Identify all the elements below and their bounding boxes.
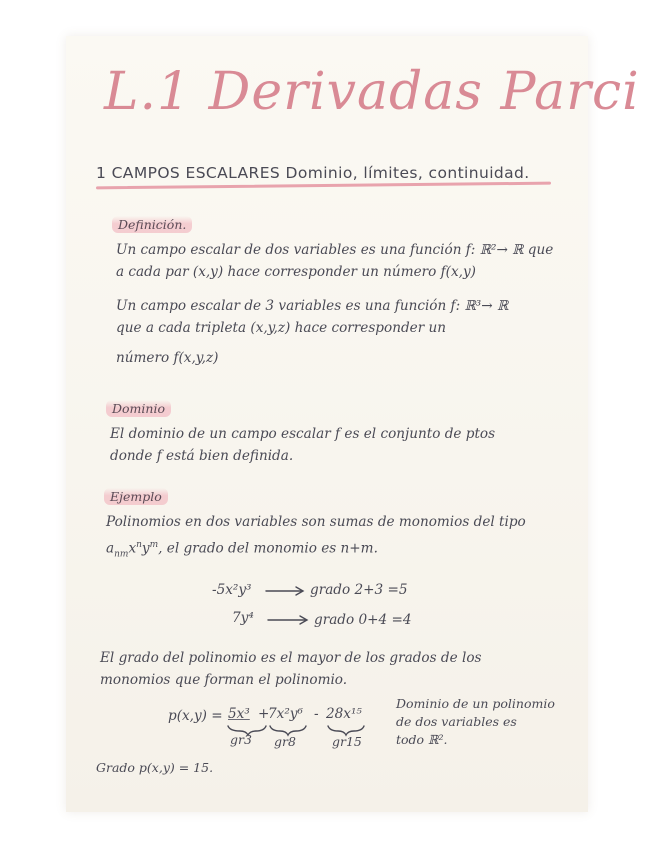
ejemplo-line-1: Polinomios en dos variables son sumas de monomios del tipo bbox=[106, 514, 526, 530]
side-note-3: todo ℝ². bbox=[396, 732, 448, 747]
monomial-1: -5x²y³ bbox=[212, 582, 252, 598]
monomial-1-degree: grado 2+3 =5 bbox=[310, 582, 408, 598]
monomial-2-degree: grado 0+4 =4 bbox=[314, 612, 412, 628]
side-note-2: de dos variables es bbox=[396, 714, 517, 729]
poly-degree-3: gr15 bbox=[332, 734, 362, 749]
grado-final: Grado p(x,y) = 15. bbox=[96, 760, 214, 775]
poly-op-1: + bbox=[258, 706, 270, 722]
definicion-line-1: Un campo escalar de dos variables es una función f: ℝ²→ ℝ que bbox=[116, 242, 554, 258]
definicion-line-3: Un campo escalar de 3 variables es una función f: ℝ³→ ℝ bbox=[116, 298, 509, 314]
poly-degree-1: gr3 bbox=[230, 732, 252, 747]
monomial-2: 7y⁴ bbox=[232, 610, 254, 626]
ejemplo-tag: Ejemplo bbox=[104, 488, 168, 505]
brace-icon bbox=[228, 726, 266, 735]
grado-line-2: monomios que forman el polinomio. bbox=[100, 672, 348, 688]
brace-icon bbox=[270, 726, 306, 735]
definicion-line-2: a cada par (x,y) hace corresponder un número f(x,y) bbox=[116, 264, 476, 280]
handwritten-marks bbox=[66, 36, 588, 812]
ejemplo-line-2: $a_{nm}x^ny^m$, el grado del monomio es n+m. bbox=[106, 540, 378, 560]
poly-term-1: 5x³ bbox=[228, 706, 250, 722]
definicion-tag: Definición. bbox=[112, 216, 192, 233]
definicion-line-4: que a cada tripleta (x,y,z) hace corresponder un bbox=[116, 320, 447, 336]
poly-lhs: p(x,y) = bbox=[168, 708, 223, 724]
side-note-1: Dominio de un polinomio bbox=[396, 696, 555, 711]
poly-degree-2: gr8 bbox=[274, 734, 296, 749]
section-heading: 1 CAMPOS ESCALARES Dominio, límites, continuidad. bbox=[96, 164, 530, 182]
dominio-line-1: El dominio de un campo escalar f es el conjunto de ptos bbox=[110, 426, 496, 442]
poly-term-3: 28x¹⁵ bbox=[326, 706, 362, 722]
brace-icon bbox=[328, 726, 364, 735]
grado-line-1: El grado del polinomio es el mayor de los grados de los bbox=[100, 650, 482, 666]
definicion-line-5: número f(x,y,z) bbox=[116, 350, 219, 366]
poly-op-2: - bbox=[314, 706, 319, 722]
page-title: L.1 Derivadas Parci bbox=[104, 62, 640, 122]
dominio-tag: Dominio bbox=[106, 400, 171, 417]
notebook-page bbox=[66, 36, 640, 812]
dominio-line-2: donde f está bien definida. bbox=[110, 448, 294, 464]
poly-term-2: 7x²y⁶ bbox=[268, 706, 303, 722]
